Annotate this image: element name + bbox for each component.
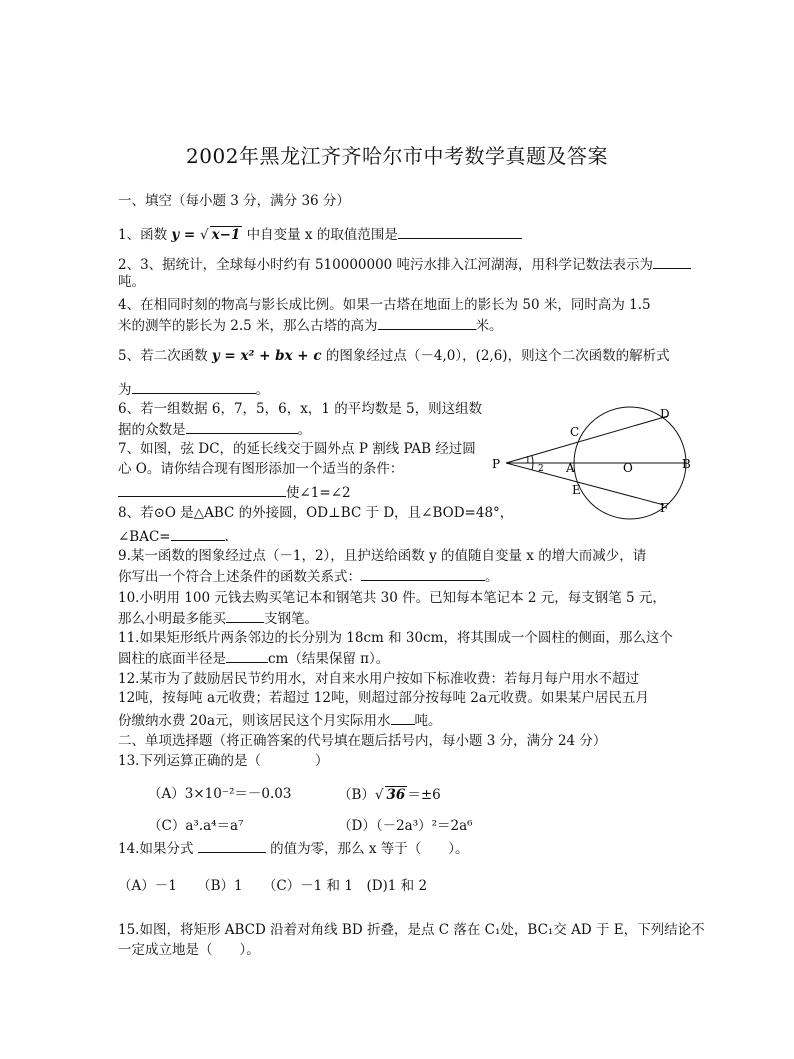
q13-b-label: （B） bbox=[338, 787, 375, 803]
q12-text-b: 吨。 bbox=[414, 713, 442, 729]
q5-text-c: 为 bbox=[118, 382, 132, 398]
question-2-line-1 bbox=[118, 255, 691, 274]
page-title: 2002年黑龙江齐齐哈尔市中考数学真题及答案 bbox=[186, 144, 608, 168]
q7-answer-blank[interactable] bbox=[118, 483, 286, 497]
label-c: C bbox=[570, 425, 580, 439]
q13-option-b: （B）√ 36 ＝±6 bbox=[338, 787, 441, 803]
label-d: D bbox=[660, 407, 670, 421]
q14-fraction-blank[interactable] bbox=[198, 840, 266, 853]
question-14-stem bbox=[118, 840, 469, 858]
question-4-line-1: 4、在相同时刻的物高与影长成比例。如果一古塔在地面上的影长为 50 米，同时高为 1.5 bbox=[118, 297, 651, 313]
label-a: A bbox=[566, 461, 575, 475]
q6-text-b: 。 bbox=[297, 422, 311, 438]
q5-text-b: 的图象经过点（－4,0），(2,6)，则这个二次函数的解析式 bbox=[325, 348, 670, 364]
label-angle-2: 2 bbox=[538, 464, 544, 474]
label-p: P bbox=[492, 457, 501, 471]
q10-text-a: 那么小明最多能买 bbox=[118, 611, 226, 627]
q11-text-a: 圆柱的底面半径是 bbox=[118, 651, 226, 667]
q5-answer-blank[interactable] bbox=[132, 380, 256, 394]
q9-text-a: 你写出一个符合上述条件的函数关系式： bbox=[118, 569, 361, 585]
question-8-line-1: 8、若⊙O 是△ABC 的外接圆，OD⊥BC 于 D，且∠BOD=48°， bbox=[118, 505, 514, 521]
q1-answer-blank[interactable] bbox=[398, 225, 522, 239]
q13-b-radicand: 36 bbox=[386, 787, 406, 803]
circle-secant-figure bbox=[488, 398, 708, 528]
q6-text-a: 据的众数是 bbox=[118, 422, 186, 438]
label-b: B bbox=[682, 457, 691, 471]
q13-option-c: （C）a³.a⁴＝a⁷ bbox=[148, 818, 244, 834]
q10-answer-blank[interactable] bbox=[226, 609, 264, 623]
q11-answer-blank[interactable] bbox=[226, 649, 268, 663]
q1-text-a: 1、函数 bbox=[118, 227, 168, 243]
q13-b-result: ＝±6 bbox=[407, 787, 441, 803]
question-13-stem: 13.下列运算正确的是（ ） bbox=[118, 753, 329, 769]
question-10-line-2 bbox=[118, 609, 318, 628]
q5-text-a: 5、若二次函数 bbox=[118, 348, 208, 364]
q13-option-a: （A）3×10⁻²＝－0.03 bbox=[148, 786, 292, 802]
q4-text-a: 米的测竿的影长为 2.5 米，那么古塔的高为 bbox=[118, 318, 378, 334]
q12-answer-blank[interactable] bbox=[391, 711, 415, 725]
question-4-line-2 bbox=[118, 316, 503, 335]
label-e: E bbox=[572, 483, 581, 497]
q1-text-b: 中自变量 x 的取值范围是 bbox=[246, 227, 398, 243]
q5-function: y = x² + bx + c bbox=[211, 348, 322, 364]
secant-pef bbox=[506, 463, 664, 505]
q4-answer-blank[interactable] bbox=[378, 316, 476, 330]
angle-2-arc bbox=[532, 463, 533, 470]
q2-answer-blank[interactable] bbox=[653, 255, 691, 269]
q6-answer-blank[interactable] bbox=[186, 420, 298, 434]
question-10-line-1: 10.小明用 100 元钱去购买笔记本和钢笔共 30 件。已知每本笔记本 2 元，每支钢笔 5 元， bbox=[118, 590, 666, 606]
question-5-line-1 bbox=[118, 348, 670, 365]
q14-text-b: 的值为零，那么 x 等于（ ）。 bbox=[270, 841, 469, 857]
section-1-heading: 一、填空（每小题 3 分，满分 36 分） bbox=[118, 193, 350, 209]
question-7-line-2: 心 O。请你结合现有图形添加一个适当的条件： bbox=[118, 461, 404, 477]
q2-text: 2、3、据统计，全球每小时约有 510000000 吨污水排入江河湖海，用科学记数法表示为 bbox=[118, 257, 654, 273]
q12-text-a: 份缴纳水费 20a元，则该居民这个月实际用水 bbox=[118, 713, 391, 729]
label-f: F bbox=[660, 501, 669, 515]
question-6-line-2 bbox=[118, 420, 311, 439]
q14-options: （A）－1 （B）1 （C）－1 和 1 (D)1 和 2 bbox=[118, 878, 428, 894]
q9-answer-blank[interactable] bbox=[361, 567, 485, 581]
question-2-line-2: 吨。 bbox=[118, 274, 145, 290]
section-2-heading: 二、单项选择题（将正确答案的代号填在题后括号内，每小题 3 分，满分 24 分） bbox=[118, 733, 607, 749]
question-9-line-2 bbox=[118, 567, 499, 586]
question-12-line-3 bbox=[118, 711, 442, 730]
q10-text-b: 支钢笔。 bbox=[264, 611, 318, 627]
question-11-line-2 bbox=[118, 649, 389, 668]
q8-text-b: . bbox=[224, 529, 229, 545]
q13-option-d: （D）（－2a³）²＝2a⁶ bbox=[338, 818, 473, 834]
question-15-line-1: 15.如图，将矩形 ABCD 沿着对角线 BD 折叠，是点 C 落在 C₁处，BC₁交 AD 于 E，下列结论不 bbox=[118, 922, 705, 938]
question-7-line-3 bbox=[118, 483, 351, 502]
question-5-line-2 bbox=[118, 380, 269, 399]
question-12-line-2: 12吨，按每吨 a元收费；若超过 12吨，则超过部分按每吨 2a元收费。如果某户居民五月 bbox=[118, 690, 649, 706]
question-7-line-1: 7、如图，弦 DC，的延长线交于圆外点 P 割线 PAB 经过圆 bbox=[118, 441, 476, 457]
q1-radicand: x−1 bbox=[211, 227, 241, 243]
q11-text-b: cm（结果保留 π）。 bbox=[268, 651, 390, 667]
question-8-line-2 bbox=[118, 527, 229, 546]
question-9-line-1: 9.某一函数的图象经过点（－1，2），且护送给函数 y 的值随自变量 x 的增大而减少，请 bbox=[118, 548, 647, 564]
q7-text-c: 使∠1=∠2 bbox=[286, 485, 351, 501]
label-o: O bbox=[623, 461, 633, 475]
question-12-line-1: 12.某市为了鼓励居民节约用水，对自来水用户按如下标准收费：若每月每户用水不超过 bbox=[118, 671, 639, 687]
q1-function: y = bbox=[171, 227, 200, 243]
q8-text-a: ∠BAC= bbox=[118, 529, 171, 545]
q4-text-b: 米。 bbox=[475, 318, 503, 334]
q5-text-d: 。 bbox=[255, 382, 269, 398]
q9-text-b: 。 bbox=[485, 569, 499, 585]
question-11-line-1: 11.如果矩形纸片两条邻边的长分别为 18cm 和 30cm，将其围成一个圆柱的侧面，那么这个 bbox=[118, 630, 673, 646]
question-6-line-1: 6、若一组数据 6，7，5，6，x，1 的平均数是 5，则这组数 bbox=[118, 401, 483, 417]
question-15-line-2: 一定成立地是（ ）。 bbox=[118, 942, 260, 958]
label-angle-1: 1 bbox=[525, 456, 531, 466]
angle-1-arc bbox=[532, 456, 533, 463]
question-1: 1、函数 y = √ x−1 中自变量 x 的取值范围是 bbox=[118, 225, 522, 244]
q14-text-a: 14.如果分式 bbox=[118, 841, 194, 857]
q8-answer-blank[interactable] bbox=[171, 527, 225, 541]
